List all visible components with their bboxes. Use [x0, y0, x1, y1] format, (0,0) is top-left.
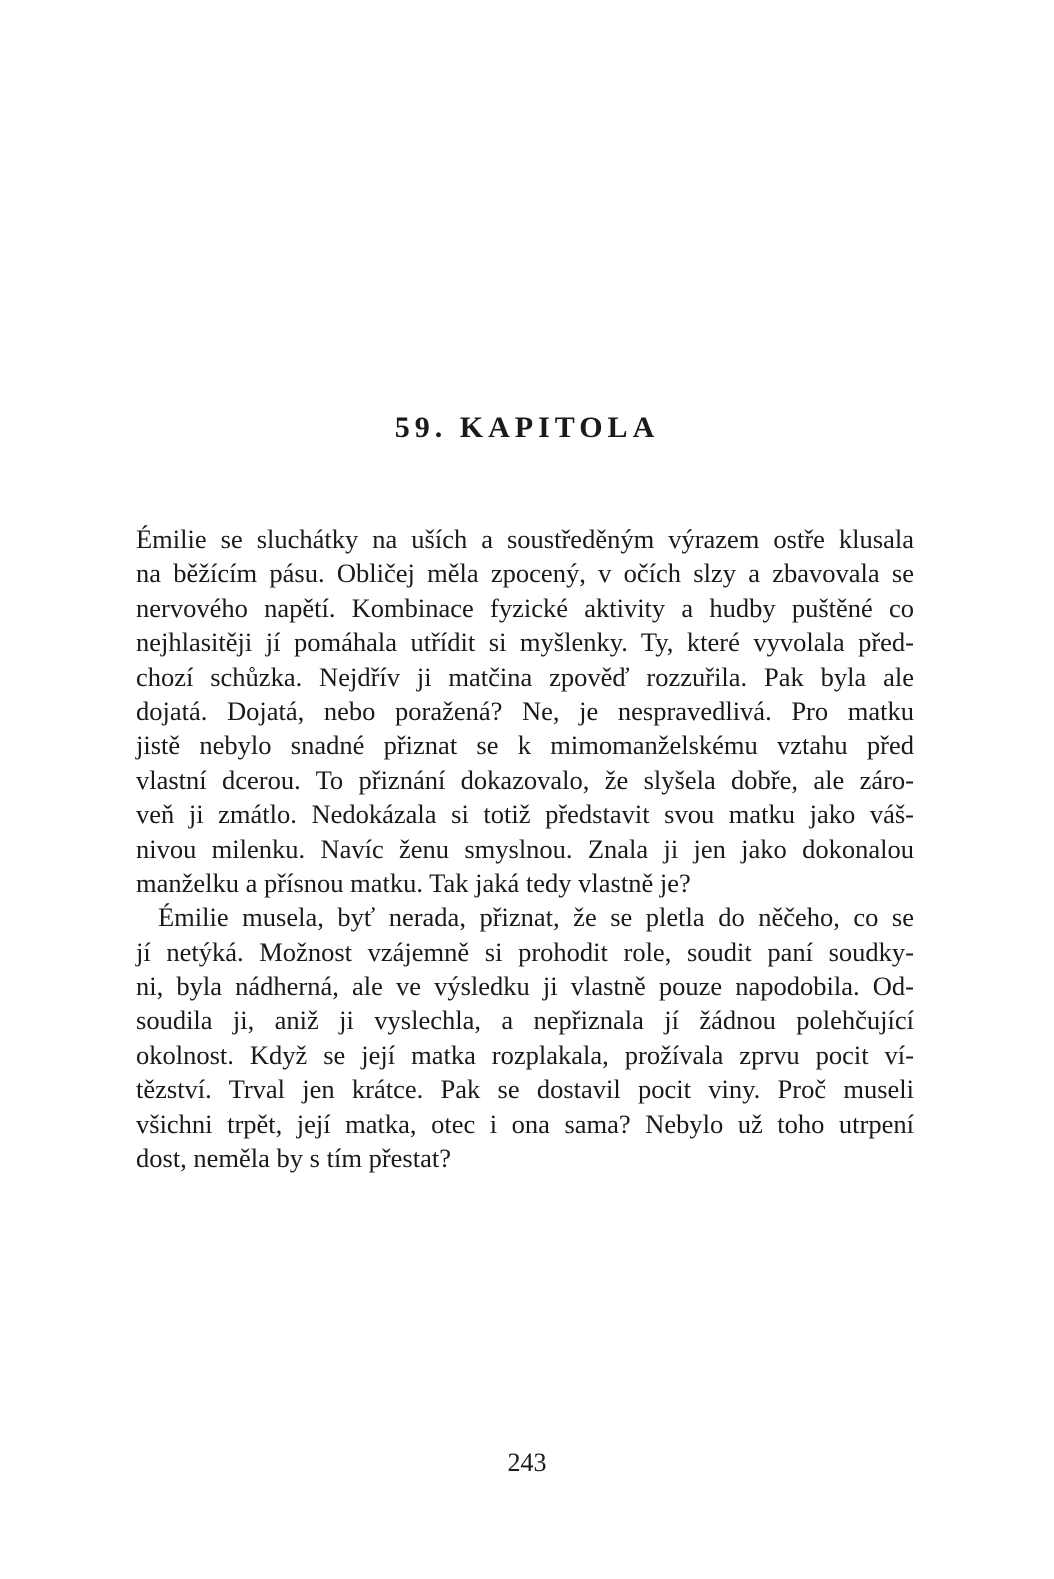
text-line: nervového napětí. Kombinace fyzické aktivity a hudby puštěné co [136, 592, 914, 623]
text-line: Émilie musela, byť nerada, přiznat, že se pletla do něčeho, co se [158, 902, 914, 933]
text-line: nejhlasitěji jí pomáhala utřídit si myšlenky. Ty, které vyvolala před- [136, 627, 914, 658]
text-line: dost, neměla by s tím přestat? [136, 1143, 451, 1174]
text-line: všichni trpět, její matka, otec i ona sama? Nebylo už toho utrpení [136, 1108, 914, 1139]
text-line: soudila ji, aniž ji vyslechla, a nepřiznala jí žádnou polehčující [136, 1005, 914, 1036]
text-line: jistě nebylo snadné přiznat se k mimomanželskému vztahu před [136, 730, 914, 761]
text-line: Émilie se sluchátky na uších a soustředěným výrazem ostře klusala [136, 524, 914, 554]
text-line: ni, byla nádherná, ale ve výsledku ji vlastně pouze napodobila. Od- [136, 971, 914, 1002]
text-line: nivou milenku. Navíc ženu smyslnou. Znala ji jen jako dokonalou [136, 833, 914, 864]
chapter-body [136, 522, 914, 1175]
text-line: dojatá. Dojatá, nebo poražená? Ne, je nespravedlivá. Pro matku [136, 695, 914, 726]
text-line: okolnost. Když se její matka rozplakala, prožívala zprvu pocit ví- [136, 1039, 914, 1070]
text-line: chozí schůzka. Nejdřív ji matčina zpověď rozzuřila. Pak byla ale [136, 661, 914, 692]
text-line: tězství. Trval jen krátce. Pak se dostavil pocit viny. Proč museli [136, 1074, 914, 1105]
text-line: veň ji zmátlo. Nedokázala si totiž představit svou matku jako váš- [136, 799, 914, 830]
paragraph-1 [136, 522, 914, 900]
text-line: vlastní dcerou. To přiznání dokazovalo, že slyšela dobře, ale záro- [136, 764, 914, 795]
page-number: 243 [507, 1448, 547, 1477]
text-line: na běžícím pásu. Obličej měla zpocený, v očích slzy a zbavovala se [136, 558, 914, 589]
text-line: jí netýká. Možnost vzájemně si prohodit role, soudit paní soudky- [136, 936, 914, 967]
text-line: manželku a přísnou matku. Tak jaká tedy vlastně je? [136, 867, 691, 898]
paragraph-2 [136, 900, 914, 1175]
chapter-title: 59. KAPITOLA [394, 411, 660, 444]
